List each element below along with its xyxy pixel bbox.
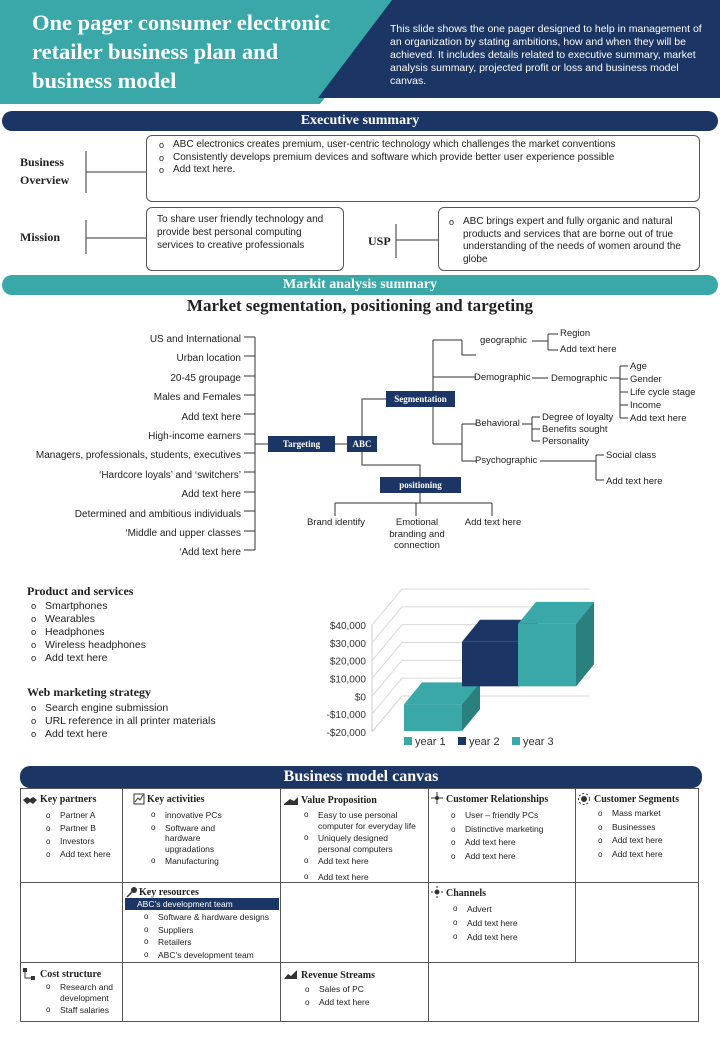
cost-structure-icon [22,967,36,981]
key-partners-list [40,810,120,862]
segment-behavioral: Behavioral [475,418,520,429]
y-tick-label: $0 [354,692,366,704]
customer-segments-title: Customer Segments [594,794,680,805]
key-partners-title: Key partners [40,794,97,805]
demographic-sublabel: Demographic [551,373,608,384]
list-item: o innovative PCs [145,810,277,821]
behavioral-item: Degree of loyalty [542,412,614,423]
usp-label: USP [368,234,391,248]
list-item: o Software and hardware upgradations [145,823,227,855]
product-item: o Wireless headphones [27,639,146,652]
segment-psychographic: Psychographic [475,455,538,466]
targeting-item: ‘Add text here [179,547,241,559]
channels-list [447,903,573,945]
targeting-item: Males and Females [153,392,241,404]
legend-swatch [458,737,466,745]
demographic-item: Age [630,361,647,372]
business-overview-item: o Add text here. [155,164,693,177]
segments-icon [578,793,590,805]
mission-connector [82,218,152,258]
channels-title: Channels [446,888,487,899]
demographic-item: Income [630,400,662,411]
positioning-item: Add text here [464,517,522,528]
business-overview-box [146,135,700,202]
list-item: o Add text here [445,851,573,863]
list-item: o ABC’s development team [138,950,280,961]
list-item: o Manufacturing [145,856,277,867]
page-title: One pager consumer electronic retailer business plan and business model [32,10,331,93]
targeting-item: US and International [149,334,241,345]
demographic-item: Life cycle stage [630,387,696,398]
web-marketing-item: o URL reference in all printer materials [27,715,216,728]
bar-year-1 [404,704,462,731]
y-tick-label: -$10,000 [326,710,366,722]
list-item: o Add text here [447,931,573,943]
legend-label: year 3 [523,736,554,748]
targeting-item: Urban location [176,353,241,365]
revenue-icon [283,969,299,981]
list-item: o Add text here [298,872,430,883]
customer-segments-list [592,808,696,862]
list-item: o Research and development [40,982,122,1003]
revenue-streams-list [299,984,427,1010]
web-marketing-heading: Web marketing strategy [27,685,151,699]
value-proposition-list [298,810,430,884]
behavioral-item: Benefits sought [542,424,608,435]
positioning-node: positioning [380,477,461,493]
list-item: o Mass market [592,808,696,820]
list-item: o Add text here [40,849,120,860]
product-item: o Wearables [27,613,146,626]
list-item: o Staff salaries [40,1005,122,1016]
list-item: o Add text here [592,835,696,847]
activity-icon [133,793,145,805]
list-item: o Advert [447,903,573,915]
products-heading: Product and services [27,584,134,598]
list-item: o Sales of PC [299,984,427,995]
segmentation-node: Segmentation [386,391,455,407]
revenue-streams-title: Revenue Streams [301,970,375,981]
web-marketing-item: o Add text here [27,728,216,741]
y-tick-label: -$20,000 [326,728,366,739]
market-heading: Market segmentation, positioning and targeting [186,296,534,315]
web-marketing-list [27,702,216,741]
targeting-item: Determined and ambitious individuals [74,508,241,520]
list-item: o Distinctive marketing [445,824,573,836]
product-item: o Smartphones [27,600,146,613]
business-overview-item: o Consistently develops premium devices and software which provide better user experience possible [155,152,693,165]
y-tick-label: $10,000 [329,674,366,686]
y-tick-label: $40,000 [329,621,366,632]
list-item: o Uniquely designed personal computers [298,833,402,854]
y-tick-label: $30,000 [329,638,366,650]
psychographic-item: Social class [606,450,657,461]
list-item: o Easy to use personal computer for everyday life [298,810,430,831]
business-overview-connector [82,148,152,198]
legend-label: year 2 [469,736,500,748]
profit-chart [280,580,610,760]
executive-summary-bar: Executive summary [2,111,718,131]
list-item: o Add text here [298,856,430,867]
key-resources-list [138,912,280,962]
demographic-item: Add text here [630,413,687,424]
value-proposition-title: Value Proposition [301,795,377,806]
business-overview-label: Business Overview [20,155,70,187]
list-item: o Suppliers [138,925,280,936]
legend-label: year 1 [415,736,446,748]
page-description: This slide shows the one pager designed to help in management of an organization by stating ambitions, how and when they will be achieved. It includes details related to executive summary, market analysis summary, projected profit or loss and business model canvas. [390,23,702,87]
key-activities-title: Key activities [147,794,205,805]
customer-relationships-list [445,810,573,864]
mission-box: To share user friendly technology and provide best personal computing services to creative professionals [146,207,344,271]
targeting-item: Managers, professionals, students, executives [35,450,241,462]
legend-swatch [512,737,520,745]
mission-label: Mission [20,230,61,244]
targeting-item: Add text here [181,489,241,501]
legend-swatch [404,737,412,745]
list-item: o Add text here [447,917,573,929]
list-item: o Add text here [445,837,573,849]
cost-structure-title: Cost structure [40,969,102,980]
customer-relationships-title: Customer Relationships [446,794,549,805]
list-item: o User – friendly PCs [445,810,573,822]
targeting-item: ‘Hardcore loyals’ and ‘switchers’ [99,469,241,481]
list-item: o Partner A [40,810,120,821]
usp-box [438,207,700,271]
key-resources-title: Key resources [139,887,199,898]
behavioral-item: Personality [542,436,589,447]
list-item: o Software & hardware designs [138,912,280,923]
channels-icon [431,886,443,898]
list-item: o Investors [40,836,120,847]
abc-node: ABC [347,436,377,452]
value-proposition-icon [283,795,299,807]
geographic-item: Region [560,328,591,339]
demographic-item: Gender [630,374,662,385]
targeting-item: ‘Middle and upper classes [125,528,241,540]
segment-demographic: Demographic [474,372,531,383]
business-canvas-bar: Business model canvas [20,766,702,788]
positioning-item: Brand identify [306,517,366,528]
positioning-item: Emotional branding and connection [389,517,445,551]
product-item: o Add text here [27,652,146,665]
list-item: o Retailers [138,937,280,948]
targeting-list [0,330,241,563]
y-tick-label: $20,000 [329,656,366,668]
usp-connector [392,222,442,262]
cost-structure-list [40,982,122,1018]
bar-year-2 [462,642,520,687]
relationships-icon [431,792,443,804]
key-resources-highlight: ABC’s development team [125,898,279,910]
targeting-item: High-income earners [148,431,241,443]
business-overview-item: o ABC electronics creates premium, user-centric technology which challenges the market conventions [155,139,693,152]
handshake-icon [22,794,38,806]
targeting-node: Targeting [268,436,335,452]
product-item: o Headphones [27,626,146,639]
key-icon [126,886,138,898]
list-item: o Businesses [592,822,696,834]
targeting-item: 20-45 groupage [170,372,241,384]
key-activities-list [145,810,277,869]
list-item: o Partner B [40,823,120,834]
psychographic-item: Add text here [606,476,663,487]
usp-item: o ABC brings expert and fully organic and natural products and services that are borne out of true understanding of the needs of women around the globe [445,216,693,266]
targeting-item: Add text here [181,411,241,423]
segment-geographic: geographic [480,335,528,346]
web-marketing-item: o Search engine submission [27,702,216,715]
products-list [27,600,146,665]
market-analysis-bar: Markit analysis summary [2,275,718,295]
list-item: o Add text here [299,997,427,1008]
geographic-item: Add text here [560,344,617,355]
list-item: o Add text here [592,849,696,861]
bar-year-3 [518,624,576,686]
